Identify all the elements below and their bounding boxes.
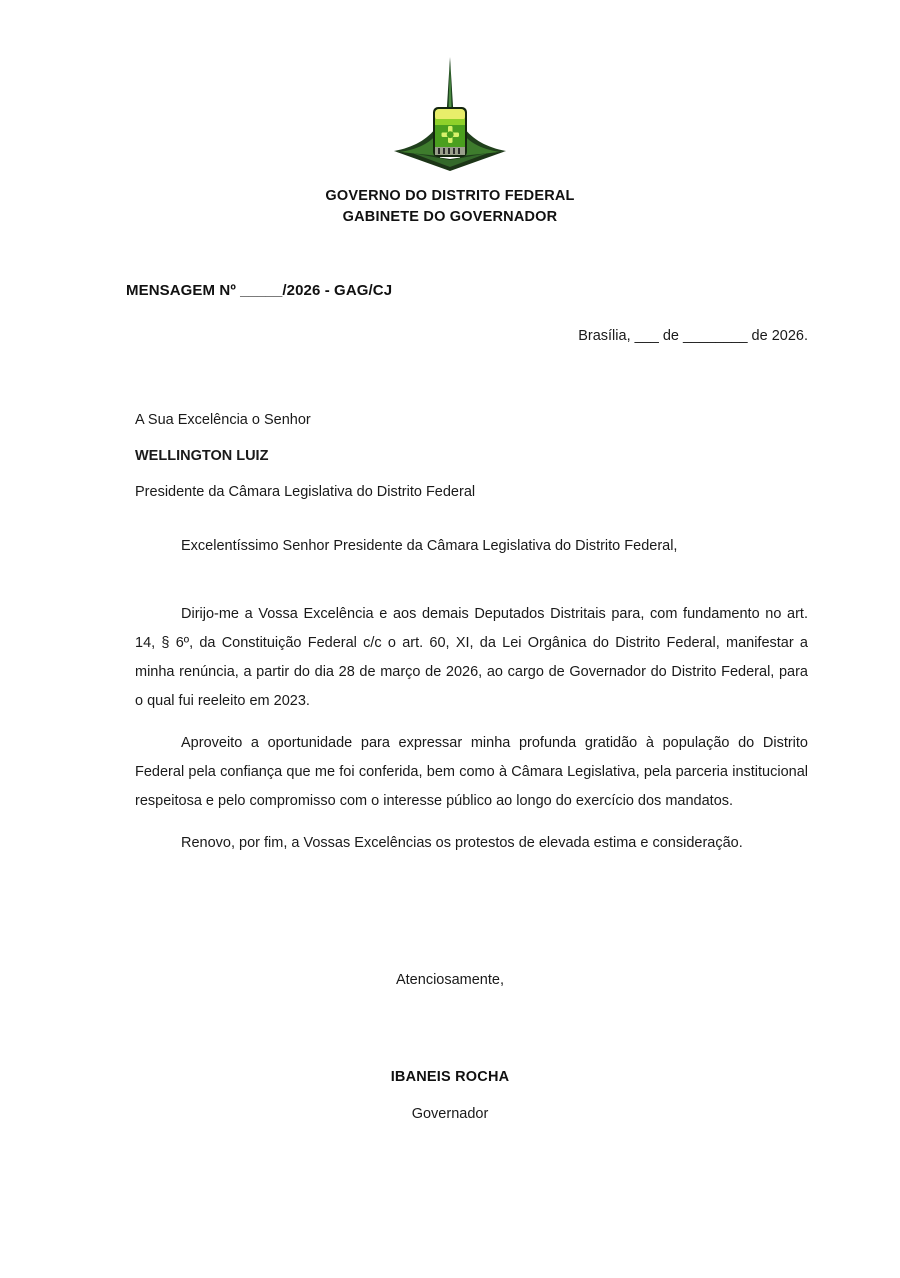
addressee-treatment: A Sua Excelência o Senhor — [135, 412, 311, 428]
body-paragraph: Renovo, por fim, a Vossas Excelências os protestos de elevada estima e consideração. — [181, 835, 743, 851]
emblem-container — [0, 55, 900, 173]
brasilia-coat-of-arms-icon — [390, 55, 510, 173]
place-and-date: Brasília, ___ de ________ de 2026. — [578, 328, 808, 344]
signer-role: Governador — [411, 1106, 489, 1122]
addressee-block — [135, 402, 808, 510]
salutation: Excelentíssimo Senhor Presidente da Câmara Legislativa do Distrito Federal, — [181, 538, 678, 554]
signer-name: IBANEIS ROCHA — [390, 1069, 510, 1085]
body-paragraph: Aproveito a oportunidade para expressar minha profunda gratidão à população do Distrito Federal pela confiança que me foi conferida, bem como à Câmara Legislativa, pela parceria institucional respeitosa e pelo compromisso com o interesse público ao longo do exercício dos mandatos. — [135, 735, 808, 809]
body-text — [135, 600, 808, 858]
body-paragraph: Dirijo-me a Vossa Excelência e aos demais Deputados Distritais para, com fundamento no art. 14, § 6º, da Constituição Federal c/c o art. 60, XI, da Lei Orgânica do Distrito Federal, manifestar a minha renúncia, a partir do dia 28 de março de 2026, ao cargo de Governador do Distrito Federal, para o qual fui reeleito em 2023. — [135, 606, 808, 709]
addressee-role: Presidente da Câmara Legislativa do Distrito Federal — [135, 484, 476, 500]
org-line-government: GOVERNO DO DISTRITO FEDERAL — [325, 188, 575, 204]
organization-header — [0, 186, 900, 228]
signature-block — [0, 1066, 900, 1125]
org-line-cabinet: GABINETE DO GOVERNADOR — [342, 209, 558, 225]
message-number: MENSAGEM Nº _____/2026 - GAG/CJ — [126, 282, 393, 299]
closing-line: Atenciosamente, — [395, 972, 504, 988]
addressee-name: WELLINGTON LUIZ — [135, 448, 269, 464]
